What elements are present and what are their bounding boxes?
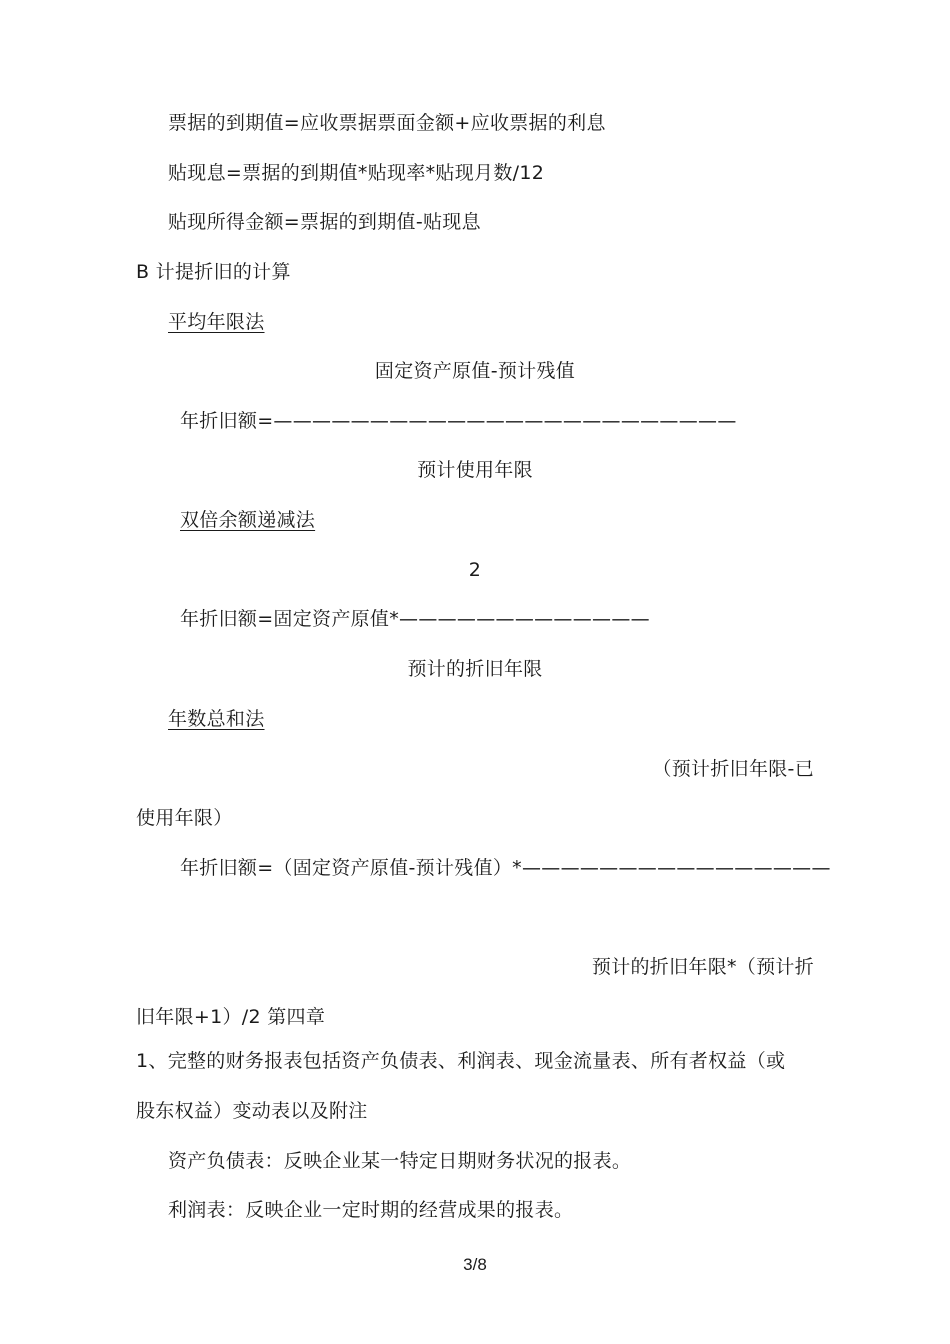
- straight-line-formula: 年折旧额=————————————————————————: [180, 410, 737, 432]
- financial-statements-paragraph-line1: 1、完整的财务报表包括资产负债表、利润表、现金流量表、所有者权益（或: [136, 1050, 786, 1072]
- sum-of-years-denominator-part1: 预计的折旧年限*（预计折: [591, 956, 814, 978]
- page-number: 3/8: [463, 1255, 487, 1274]
- double-declining-formula: 年折旧额=固定资产原值*—————————————: [180, 608, 650, 630]
- sum-of-years-formula: 年折旧额=（固定资产原值-预计残值）*————————————————: [180, 857, 831, 879]
- maturity-value-formula: 票据的到期值=应收票据票面金额+应收票据的利息: [168, 112, 606, 134]
- balance-sheet-definition: 资产负债表：反映企业某一特定日期财务状况的报表。: [168, 1150, 632, 1172]
- financial-statements-paragraph-line2: 股东权益）变动表以及附注: [136, 1100, 368, 1122]
- method-heading-straight-line: 平均年限法: [168, 311, 265, 333]
- section-heading-depreciation: B 计提折旧的计算: [136, 261, 291, 283]
- double-declining-numerator: 2: [468, 559, 482, 581]
- income-statement-definition: 利润表：反映企业一定时期的经营成果的报表。: [168, 1199, 574, 1221]
- sum-of-years-numerator-part1: （预计折旧年限-已: [652, 758, 814, 780]
- sum-of-years-denominator-part2: 旧年限+1）/2 第四章: [136, 1006, 326, 1028]
- discount-interest-formula: 贴现息=票据的到期值*贴现率*贴现月数/12: [168, 162, 545, 184]
- straight-line-numerator: 固定资产原值-预计残值: [374, 360, 576, 382]
- double-declining-denominator: 预计的折旧年限: [407, 658, 543, 680]
- method-heading-sum-of-years: 年数总和法: [168, 708, 265, 730]
- straight-line-denominator: 预计使用年限: [417, 459, 533, 481]
- sum-of-years-numerator-part2: 使用年限）: [136, 807, 233, 829]
- method-heading-double-declining: 双倍余额递减法: [180, 509, 316, 531]
- discount-proceeds-formula: 贴现所得金额=票据的到期值-贴现息: [168, 211, 481, 233]
